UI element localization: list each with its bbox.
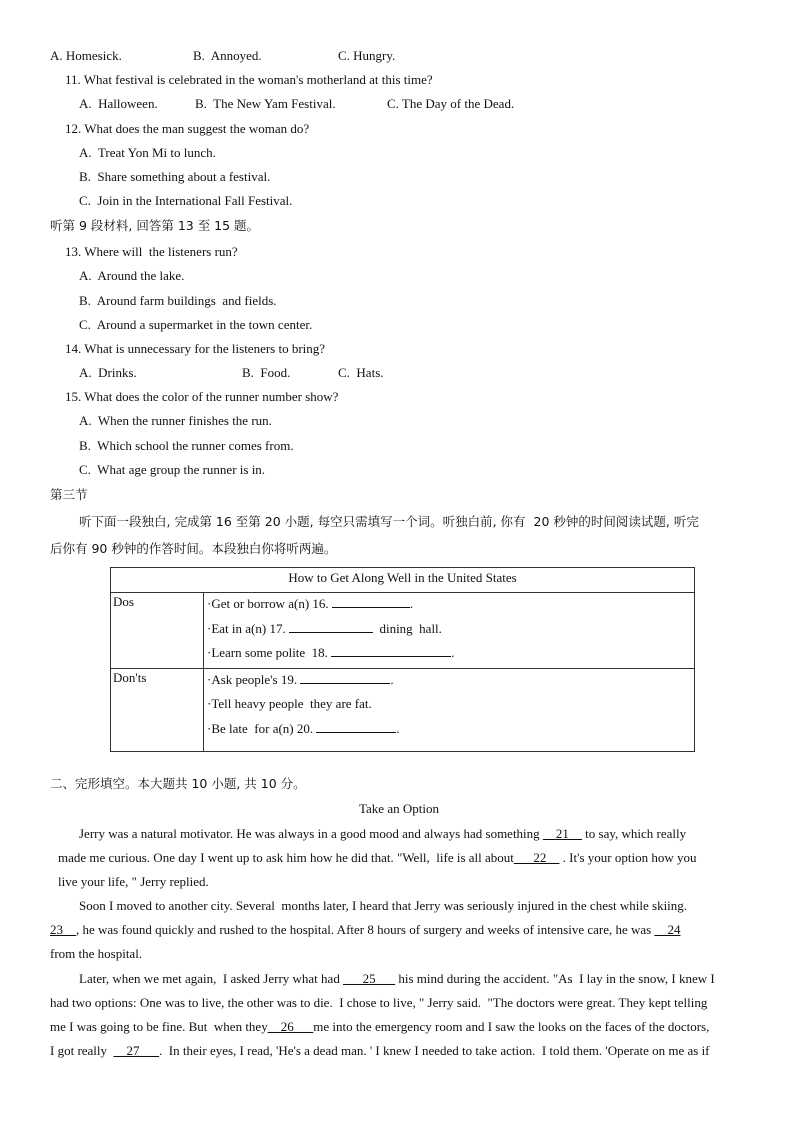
donts-item-heavy-text: ·Tell heavy people they are fat. bbox=[207, 696, 372, 711]
dos-item-18-end: . bbox=[451, 645, 455, 660]
passage-p3-line4 bbox=[50, 1043, 710, 1059]
blank-21[interactable]: __21__ bbox=[542, 826, 582, 841]
dos-item-18-text: ·Learn some polite 18. bbox=[207, 645, 332, 660]
dos-item-16-text: ·Get or borrow a(n) 16. bbox=[207, 596, 332, 611]
q12-option-b: B. Share something about a festival. bbox=[79, 169, 271, 184]
passage-p1-line1 bbox=[79, 826, 686, 842]
dos-item-16-end: . bbox=[409, 596, 414, 611]
q13-option-c: C. Around a supermarket in the town center. bbox=[79, 317, 313, 332]
passage-p3-line3 bbox=[50, 1019, 709, 1035]
donts-item-19-end: . bbox=[390, 671, 394, 687]
blank-19[interactable] bbox=[300, 683, 390, 684]
dos-item-18 bbox=[204, 643, 694, 668]
blank-17[interactable] bbox=[289, 632, 373, 633]
part2-heading: 二、完形填空。本大题共 10 小题, 共 10 分。 bbox=[50, 776, 306, 791]
donts-item-heavy bbox=[204, 694, 694, 719]
q14-option-b: B. Food. bbox=[242, 365, 291, 380]
passage-p1-line2 bbox=[58, 850, 696, 866]
dos-item-16 bbox=[204, 594, 694, 619]
q12-stem: 12. What does the man suggest the woman do? bbox=[65, 121, 310, 136]
q15-option-c: C. What age group the runner is in. bbox=[79, 462, 266, 477]
q14-stem: 14. What is unnecessary for the listeners to bring? bbox=[65, 341, 326, 356]
passage-text: Later, when we met again, I asked Jerry what had bbox=[79, 971, 344, 986]
passage-p2-line2 bbox=[50, 922, 680, 938]
donts-item-20-text: ·Be late for a(n) 20. bbox=[207, 720, 317, 736]
donts-item-19 bbox=[204, 670, 694, 695]
passage-p1-line3: live your life, " Jerry replied. bbox=[58, 874, 209, 889]
dos-item-17-text: ·Eat in a(n) 17. bbox=[207, 620, 289, 636]
q15-stem: 15. What does the color of the runner number show? bbox=[65, 389, 339, 404]
blank-18[interactable] bbox=[331, 656, 451, 657]
passage-text: . In their eyes, I read, 'He's a dead man. ' I knew I needed to take action. I told them. 'Operate on me as if bbox=[159, 1043, 710, 1058]
dos-label: Dos bbox=[111, 593, 204, 669]
q14-option-a: A. Drinks. bbox=[79, 365, 137, 380]
blank-27[interactable]: __27___ bbox=[113, 1043, 160, 1058]
q11-stem: 11. What festival is celebrated in the woman's motherland at this time? bbox=[65, 72, 433, 87]
passage-title: Take an Option bbox=[359, 801, 439, 816]
section9-intro: 听第 9 段材料, 回答第 13 至 15 题。 bbox=[50, 218, 260, 233]
q13-option-a: A. Around the lake. bbox=[79, 268, 185, 283]
blank-22[interactable]: ___22__ bbox=[513, 850, 560, 865]
donts-cell bbox=[204, 668, 695, 751]
q11-option-c: C. The Day of the Dead. bbox=[387, 96, 515, 111]
donts-item-20 bbox=[204, 719, 694, 744]
q15-option-a: A. When the runner finishes the run. bbox=[79, 413, 272, 428]
passage-text: I got really bbox=[50, 1043, 114, 1058]
blank-26[interactable]: __26___ bbox=[267, 1019, 314, 1034]
blank-25[interactable]: ___25___ bbox=[343, 971, 396, 986]
q11-option-b: B. The New Yam Festival. bbox=[195, 96, 336, 111]
passage-text: to say, which really bbox=[581, 826, 687, 841]
part3-instruction-line2: 后你有 90 秒钟的作答时间。本段独白你将听两遍。 bbox=[50, 541, 337, 556]
passage-p3-line1 bbox=[79, 971, 715, 987]
dos-item-17-end: dining hall. bbox=[372, 620, 442, 636]
passage-p2-line1: Soon I moved to another city. Several months later, I heard that Jerry was seriously injured in the chest while skiing. bbox=[79, 898, 688, 913]
q12-option-c: C. Join in the International Fall Festival. bbox=[79, 193, 293, 208]
q11-option-a: A. Halloween. bbox=[79, 96, 158, 111]
passage-text: , he was found quickly and rushed to the hospital. After 8 hours of surgery and weeks of intensive care, he was bbox=[76, 922, 655, 937]
blank-23[interactable]: 23__ bbox=[50, 922, 76, 937]
blank-20[interactable] bbox=[316, 732, 396, 733]
passage-text: Jerry was a natural motivator. He was always in a good mood and always had something bbox=[79, 826, 543, 841]
part3-instruction-line1: 听下面一段独白, 完成第 16 至第 20 小题, 每空只需填写一个词。听独白前, 你有 20 秒钟的时间阅读试题, 听完 bbox=[79, 514, 699, 529]
table-title: How to Get Along Well in the United States bbox=[111, 568, 695, 593]
listening-table bbox=[110, 567, 695, 752]
donts-item-19-text: ·Ask people's 19. bbox=[207, 671, 301, 687]
donts-label: Don'ts bbox=[111, 668, 204, 751]
passage-text: me into the emergency room and I saw the looks on the faces of the doctors, bbox=[313, 1019, 710, 1034]
q15-option-b: B. Which school the runner comes from. bbox=[79, 438, 294, 453]
donts-item-20-end: . bbox=[396, 720, 400, 736]
part3-heading: 第三节 bbox=[50, 487, 88, 502]
passage-text: me I was going to be fine. But when they bbox=[50, 1019, 268, 1034]
passage-text: . It's your option how you bbox=[559, 850, 697, 865]
dos-cell bbox=[204, 593, 695, 669]
q10-option-b: B. Annoyed. bbox=[193, 48, 262, 63]
q12-option-a: A. Treat Yon Mi to lunch. bbox=[79, 145, 216, 160]
q10-option-a: A. Homesick. bbox=[50, 48, 122, 63]
passage-text: his mind during the accident. "As I lay in the snow, I knew I bbox=[395, 971, 715, 986]
q13-stem: 13. Where will the listeners run? bbox=[65, 244, 238, 259]
passage-text: made me curious. One day I went up to ask him how he did that. "Well, life is all about bbox=[58, 850, 514, 865]
blank-16[interactable] bbox=[332, 607, 410, 608]
blank-24[interactable]: __24 bbox=[654, 922, 681, 937]
q14-option-c: C. Hats. bbox=[338, 365, 384, 380]
q13-option-b: B. Around farm buildings and fields. bbox=[79, 293, 277, 308]
passage-p2-line3: from the hospital. bbox=[50, 946, 143, 961]
passage-p3-line2: had two options: One was to live, the other was to die. I chose to live, " Jerry said. "The doctors were great. They kept telling bbox=[50, 995, 708, 1010]
q10-option-c: C. Hungry. bbox=[338, 48, 396, 63]
dos-item-17 bbox=[204, 619, 694, 644]
